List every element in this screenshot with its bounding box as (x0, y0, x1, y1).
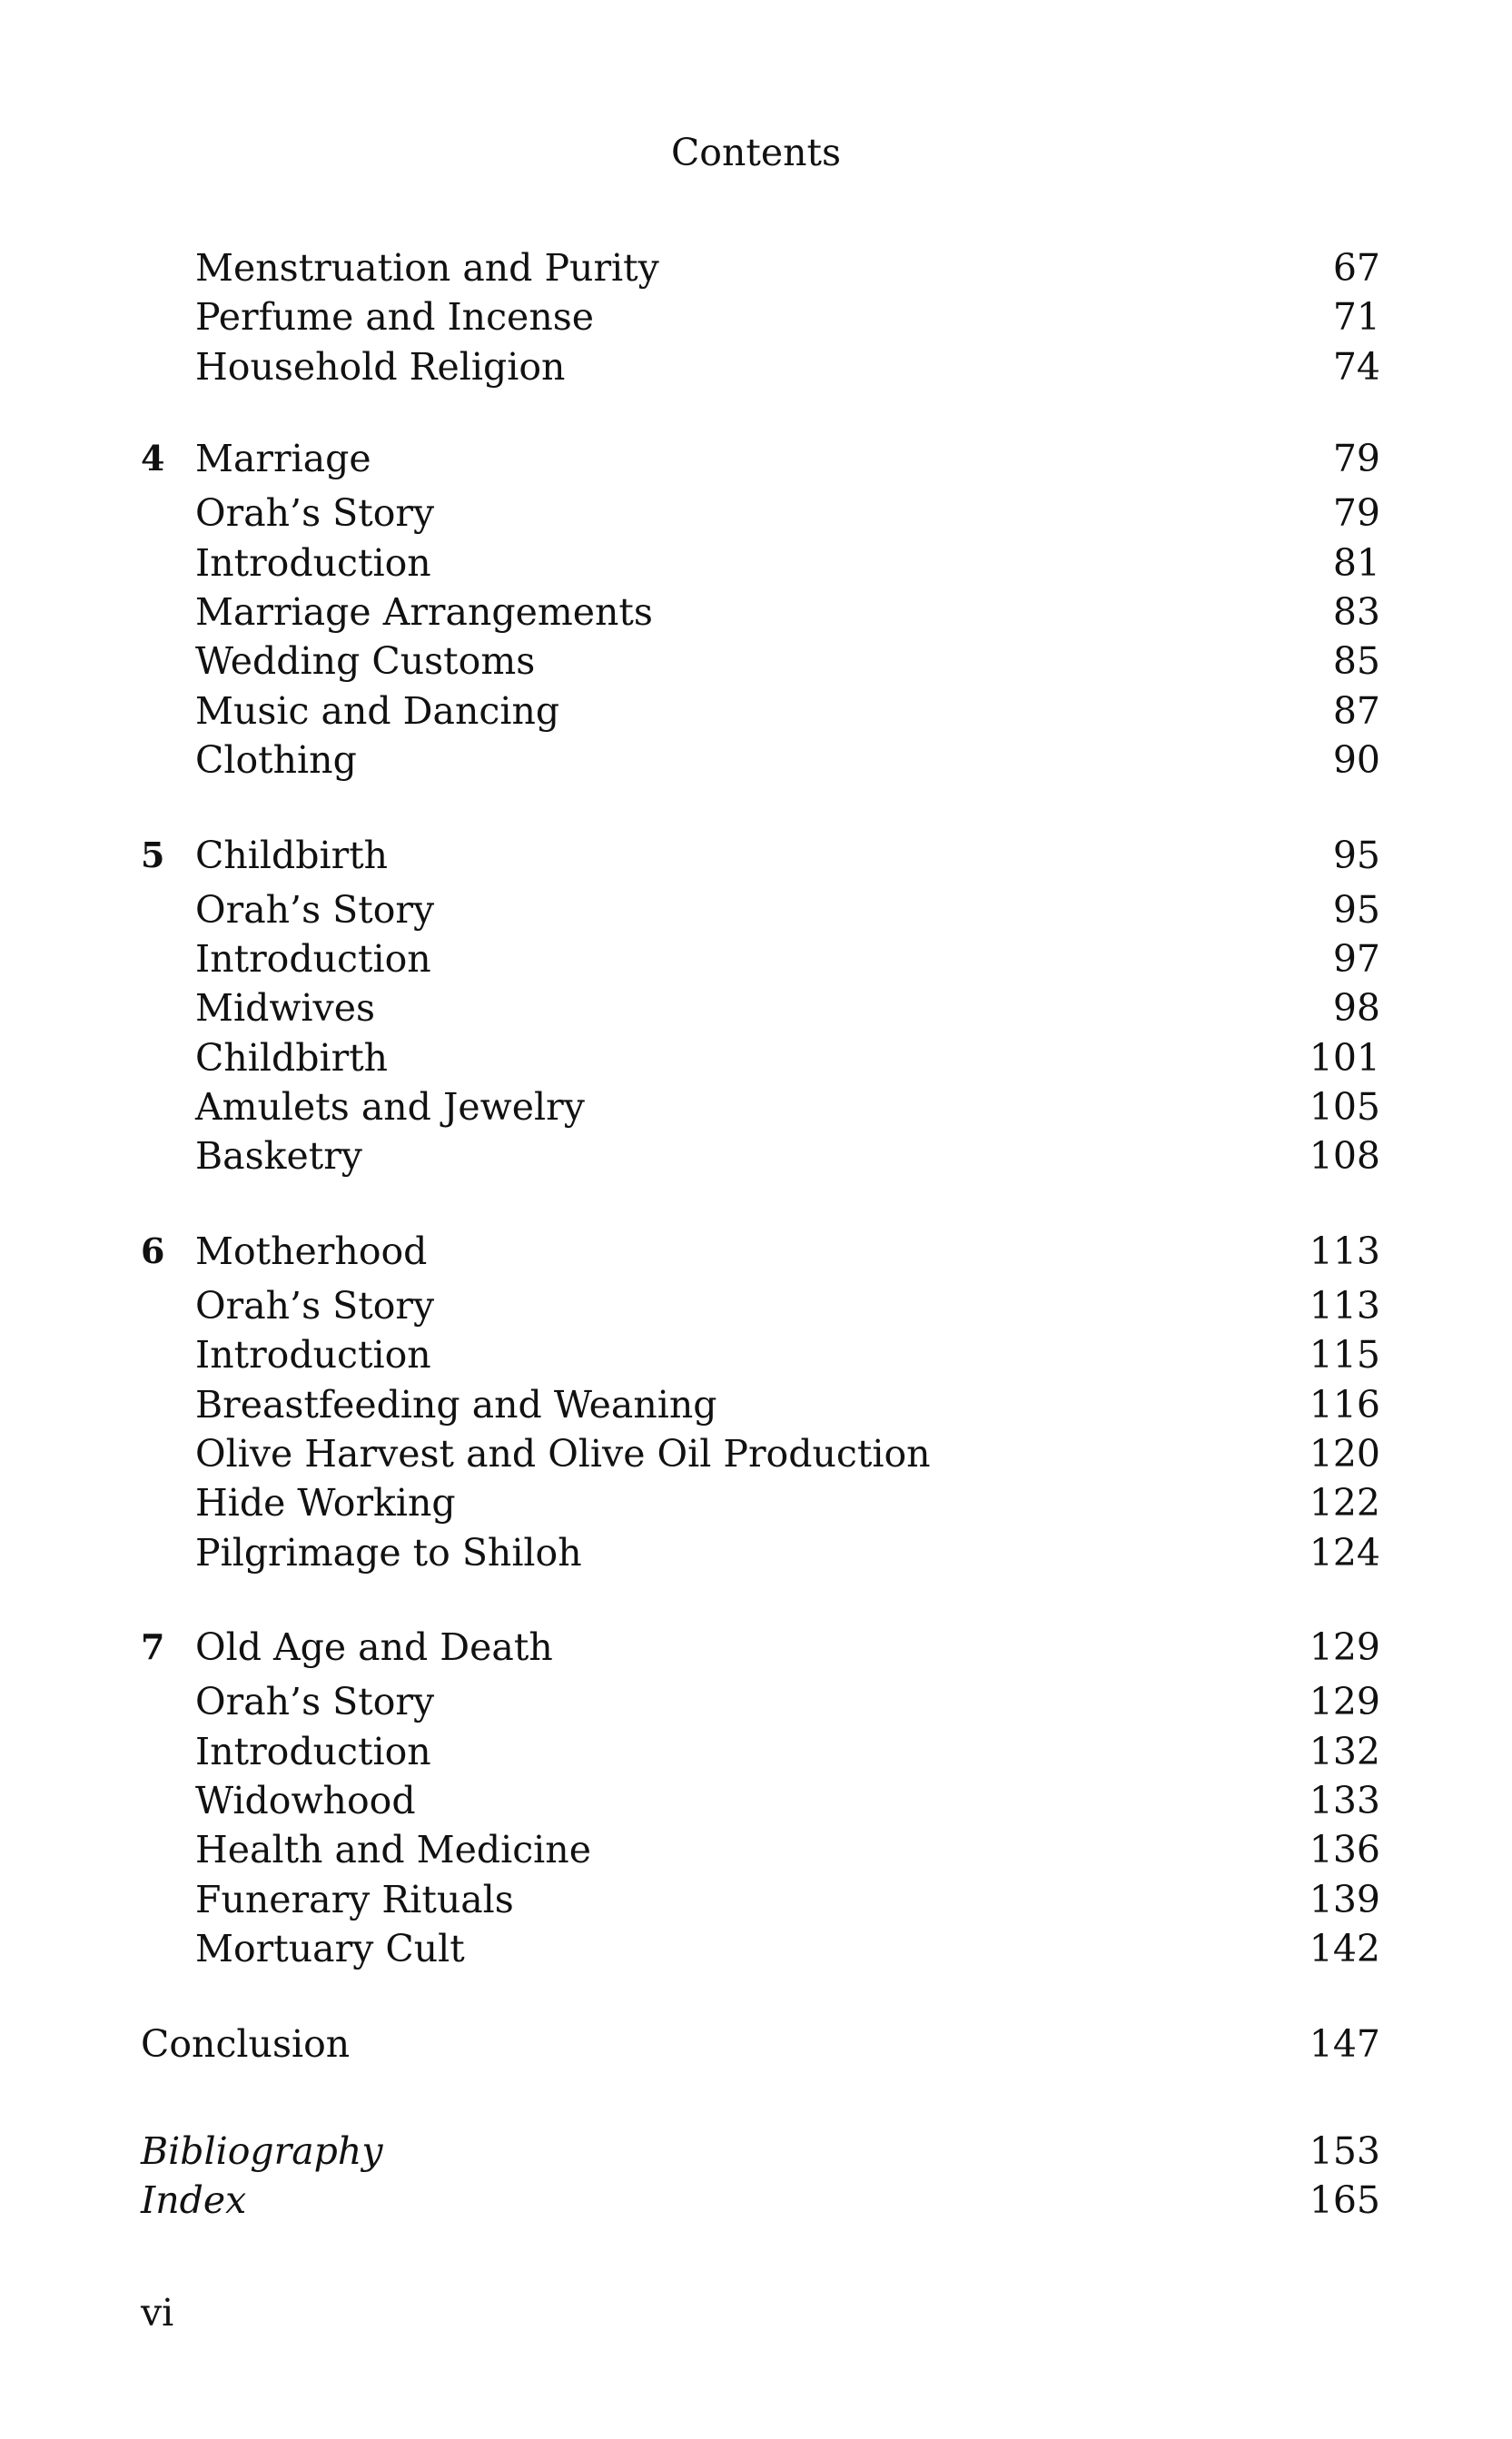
toc-entry[interactable] (141, 1131, 1380, 1180)
toc-entry-page: 101 (1309, 1035, 1380, 1080)
toc-entry-title: Introduction (195, 936, 431, 981)
toc-entry-title: Introduction (195, 1333, 431, 1377)
toc-entry-page: 85 (1332, 639, 1380, 684)
toc-entry-title: Introduction (195, 540, 431, 585)
toc-entry-page: 81 (1332, 540, 1380, 585)
chapter-page: 95 (1332, 833, 1380, 877)
chapter-number: 7 (141, 1626, 165, 1668)
toc-continued-section (141, 243, 1380, 391)
toc-chapter-7 (141, 1623, 1380, 1973)
toc-entry[interactable] (141, 243, 1380, 292)
toc-entry-page: 120 (1309, 1432, 1380, 1476)
toc-bibliography[interactable] (141, 2127, 1380, 2176)
toc-chapter-heading[interactable] (141, 434, 1380, 489)
toc-entry[interactable] (141, 885, 1380, 934)
toc-entry-page: 74 (1332, 344, 1380, 389)
toc-entry[interactable] (141, 489, 1380, 538)
toc-entry-page: 108 (1309, 1134, 1380, 1179)
toc-chapter-6 (141, 1227, 1380, 1577)
toc-entry-title: Music and Dancing (195, 688, 560, 733)
toc-entry-title: Breastfeeding and Weaning (195, 1382, 717, 1427)
toc-chapter-4 (141, 434, 1380, 785)
toc-entry[interactable] (141, 1478, 1380, 1527)
chapter-number: 5 (141, 834, 165, 875)
toc-entry[interactable] (141, 983, 1380, 1032)
toc-entry-title: Childbirth (195, 1035, 389, 1080)
toc-entry-title: Widowhood (195, 1778, 416, 1822)
chapter-number: 6 (141, 1229, 165, 1271)
page-folio: vi (141, 2291, 174, 2335)
chapter-title: Childbirth (195, 833, 389, 877)
toc-entry-page: 113 (1309, 1283, 1380, 1328)
chapter-page: 129 (1309, 1625, 1380, 1670)
toc-entry-title: Introduction (195, 1729, 431, 1773)
toc-chapter-heading[interactable] (141, 1227, 1380, 1281)
toc-entry-title: Mortuary Cult (195, 1927, 465, 1971)
toc-entry-title: Amulets and Jewelry (195, 1085, 585, 1130)
toc-entry-title: Midwives (195, 986, 376, 1031)
toc-entry-title: Funerary Rituals (195, 1877, 514, 1921)
index-title: Index (141, 2177, 247, 2222)
toc-entry-title: Marriage Arrangements (195, 589, 653, 634)
conclusion-page: 147 (1309, 2021, 1380, 2066)
toc-back-matter (141, 2127, 1380, 2226)
toc-entry-page: 116 (1309, 1382, 1380, 1427)
toc-entry-page: 115 (1309, 1333, 1380, 1377)
chapter-title: Marriage (195, 437, 371, 481)
toc-entry-page: 133 (1309, 1778, 1380, 1822)
toc-entry[interactable] (141, 1429, 1380, 1478)
toc-entry[interactable] (141, 637, 1380, 686)
toc-entry[interactable] (141, 1330, 1380, 1379)
toc-entry[interactable] (141, 342, 1380, 391)
chapter-number: 4 (141, 438, 165, 479)
toc-entry-title: Hide Working (195, 1481, 456, 1526)
toc-entry-page: 129 (1309, 1680, 1380, 1724)
toc-entry[interactable] (141, 1281, 1380, 1330)
toc-entry[interactable] (141, 538, 1380, 588)
toc-entry[interactable] (141, 1825, 1380, 1874)
chapter-title: Old Age and Death (195, 1625, 553, 1670)
toc-entry-title: Wedding Customs (195, 639, 536, 684)
toc-entry-title: Pilgrimage to Shiloh (195, 1530, 582, 1575)
toc-entry-page: 124 (1309, 1530, 1380, 1575)
bibliography-page: 153 (1309, 2128, 1380, 2173)
toc-chapter-heading[interactable] (141, 831, 1380, 885)
toc-entry-page: 98 (1332, 986, 1380, 1031)
chapter-page: 79 (1332, 437, 1380, 481)
toc-entry[interactable] (141, 588, 1380, 637)
page-title: Contents (670, 131, 842, 174)
toc-conclusion[interactable] (141, 2019, 1380, 2074)
table-of-contents (141, 243, 1380, 2270)
toc-index[interactable] (141, 2176, 1380, 2225)
toc-entry[interactable] (141, 1776, 1380, 1825)
toc-entry-title: Household Religion (195, 344, 566, 389)
toc-entry[interactable] (141, 1082, 1380, 1131)
toc-entry-title: Orah’s Story (195, 491, 435, 536)
toc-chapter-heading[interactable] (141, 1623, 1380, 1677)
toc-entry-title: Health and Medicine (195, 1828, 591, 1872)
toc-entry[interactable] (141, 1528, 1380, 1577)
toc-entry-page: 79 (1332, 491, 1380, 536)
toc-entry[interactable] (141, 1727, 1380, 1776)
toc-entry-page: 95 (1332, 887, 1380, 932)
toc-entry-title: Olive Harvest and Olive Oil Production (195, 1432, 931, 1476)
toc-entry-page: 142 (1309, 1927, 1380, 1971)
toc-entry-page: 122 (1309, 1481, 1380, 1526)
toc-entry[interactable] (141, 1924, 1380, 1973)
toc-entry-title: Clothing (195, 738, 357, 783)
toc-entry[interactable] (141, 1380, 1380, 1429)
toc-entry-page: 97 (1332, 936, 1380, 981)
toc-entry-title: Basketry (195, 1134, 362, 1179)
toc-entry-page: 67 (1332, 246, 1380, 290)
toc-entry-page: 105 (1309, 1085, 1380, 1130)
bibliography-title: Bibliography (141, 2128, 383, 2173)
toc-entry[interactable] (141, 934, 1380, 983)
toc-chapter-5 (141, 831, 1380, 1181)
toc-entry[interactable] (141, 1875, 1380, 1924)
toc-entry-page: 132 (1309, 1729, 1380, 1773)
toc-entry[interactable] (141, 686, 1380, 736)
toc-entry-page: 136 (1309, 1828, 1380, 1872)
toc-entry-title: Orah’s Story (195, 1680, 435, 1724)
toc-entry-title: Orah’s Story (195, 1283, 435, 1328)
toc-entry[interactable] (141, 1033, 1380, 1082)
toc-entry-page: 83 (1332, 589, 1380, 634)
toc-entry-page: 71 (1332, 295, 1380, 340)
toc-entry-title: Orah’s Story (195, 887, 435, 932)
toc-entry[interactable] (141, 1677, 1380, 1726)
toc-entry[interactable] (141, 292, 1380, 341)
toc-entry-title: Menstruation and Purity (195, 246, 659, 290)
chapter-page: 113 (1309, 1229, 1380, 1273)
index-page: 165 (1309, 2177, 1380, 2222)
toc-entry-title: Perfume and Incense (195, 295, 595, 340)
toc-conclusion-section (141, 2019, 1380, 2074)
toc-entry-page: 87 (1332, 688, 1380, 733)
toc-entry-page: 139 (1309, 1877, 1380, 1921)
toc-entry[interactable] (141, 736, 1380, 785)
toc-entry-page: 90 (1332, 738, 1380, 783)
conclusion-title: Conclusion (141, 2021, 351, 2066)
chapter-title: Motherhood (195, 1229, 428, 1273)
